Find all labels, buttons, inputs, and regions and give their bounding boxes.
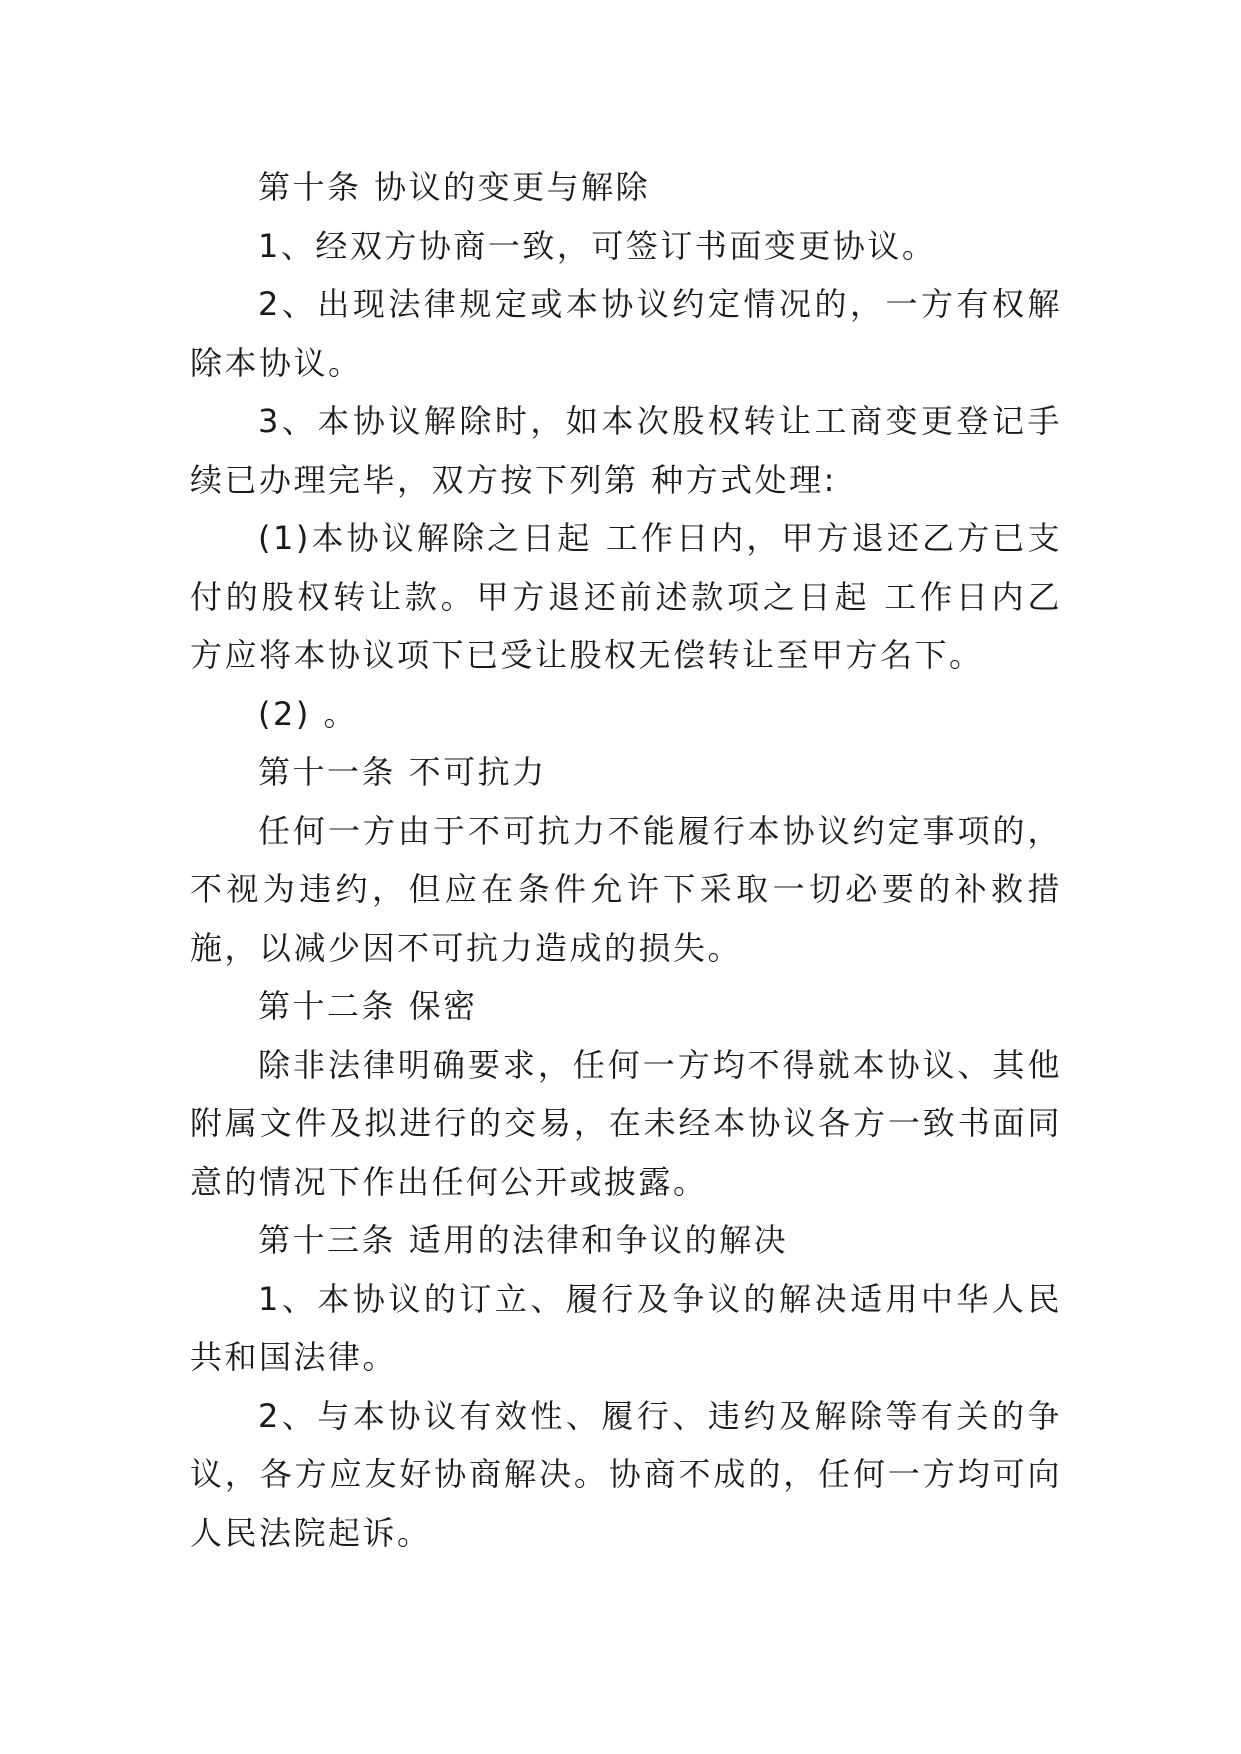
article-12-body: 除非法律明确要求，任何一方均不得就本协议、其他附属文件及拟进行的交易，在未经本协议各方一致书面同意的情况下作出任何公开或披露。	[190, 1045, 1062, 1201]
article-10-clause-3-option-1: (1)本协议解除之日起 工作日内，甲方退还乙方已支付的股权转让款。甲方退还前述款项之日起 工作日内乙方应将本协议项下已受让股权无偿转让至甲方名下。	[190, 519, 1062, 674]
article-11-body: 任何一方由于不可抗力不能履行本协议约定事项的，不视为违约，但应在条件允许下采取一切必要的补救措施，以减少因不可抗力造成的损失。	[190, 811, 1062, 967]
article-10-clause-3-option-2: (2) 。	[258, 694, 359, 733]
article-13-clause-1: 1、本协议的订立、履行及争议的解决适用中华人民共和国法律。	[190, 1279, 1062, 1376]
article-13-heading: 第十三条 适用的法律和争议的解决	[258, 1221, 789, 1259]
article-11-heading: 第十一条 不可抗力	[258, 753, 547, 791]
article-12-heading: 第十二条 保密	[258, 987, 478, 1025]
article-13-clause-2: 2、与本协议有效性、履行、违约及解除等有关的争议，各方应友好协商解决。协商不成的，任何一方均可向 人民法院起诉。	[190, 1396, 1062, 1552]
article-10-clause-3: 3、本协议解除时，如本次股权转让工商变更登记手续已办理完毕，双方按下列第 种方式处理:	[190, 402, 1062, 499]
article-10-clause-1: 1、经双方协商一致，可签订书面变更协议。	[258, 226, 937, 265]
document-body	[190, 158, 1062, 1562]
article-10-heading: 第十条 协议的变更与解除	[258, 168, 651, 206]
article-10-clause-2: 2、出现法律规定或本协议约定情况的，一方有权解除本协议。	[190, 285, 1062, 382]
